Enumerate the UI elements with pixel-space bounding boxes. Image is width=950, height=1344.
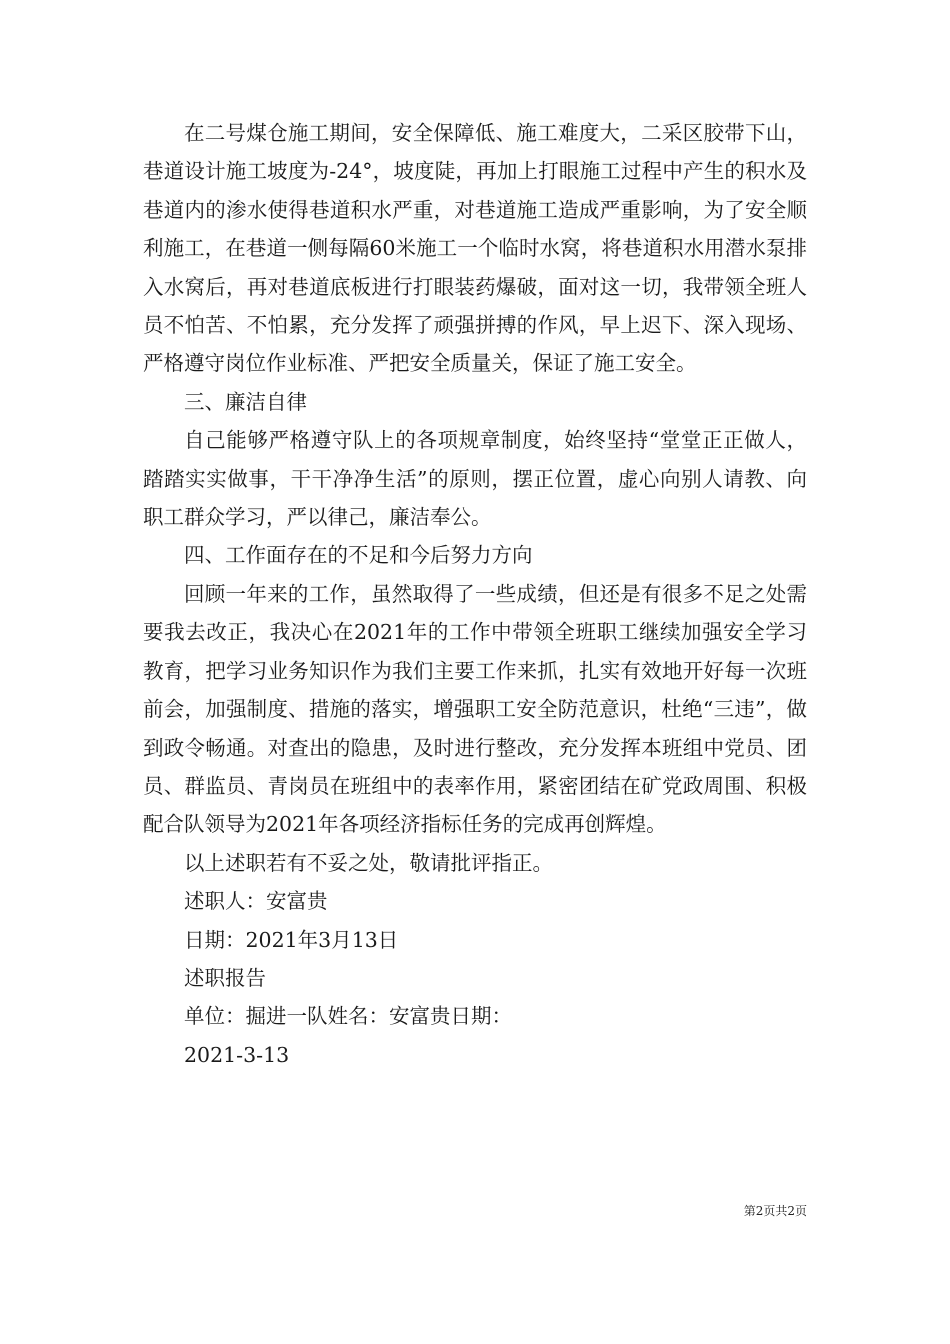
paragraph-coal-bunker-construction: 在二号煤仓施工期间，安全保障低、施工难度大，二采区胶带下山，巷道设计施工坡度为-24°，坡度陡，再加上打眼施工过程中产生的积水及巷道内的渗水使得巷道积水严重，对巷道施工造成严重影响，为了安全顺利施工，在巷道一侧每隔60米施工一个临时水窝，将巷道积水用潜水泵排入水窝后，再对巷道底板进行打眼装药爆破，面对这一切，我带领全班人员不怕苦、不怕累，充分发挥了顽强拼搏的作风，早上迟下、深入现场、严格遵守岗位作业标准、严把安全质量关，保证了施工安全。 (143, 121, 807, 376)
heading-shortcomings-and-direction: 四、工作面存在的不足和今后努力方向 (184, 543, 533, 568)
unit-name-date-line: 单位：掘进一队姓名：安富贵日期： (184, 1004, 512, 1029)
closing-remark: 以上述职若有不妥之处，敬请批评指正。 (184, 850, 553, 875)
report-title: 述职报告 (184, 965, 266, 990)
document-body (143, 114, 807, 1074)
page-number: 第2页共2页 (743, 1204, 807, 1218)
heading-integrity-self-discipline: 三、廉洁自律 (184, 389, 307, 414)
paragraph-review-and-plan: 回顾一年来的工作，虽然取得了一些成绩，但还是有很多不足之处需要我去改正，我决心在2021年的工作中带领全班职工继续加强安全学习教育，把学习业务知识作为我们主要工作来抓，扎实有效地开好每一次班前会，加强制度、措施的落实，增强职工安全防范意识，杜绝“三违”，做到政令畅通。对查出的隐患，及时进行整改，充分发挥本班组中党员、团员、群监员、青岗员在班组中的表率作用，紧密团结在矿党政周围、积极配合队领导为2021年各项经济指标任务的完成再创辉煌。 (143, 581, 807, 837)
paragraph-integrity: 自己能够严格遵守队上的各项规章制度，始终坚持“堂堂正正做人，踏踏实实做事，干干净净生活”的原则，摆正位置，虚心向别人请教、向职工群众学习，严以律己，廉洁奉公。 (143, 428, 807, 530)
report-date: 日期：2021年3月13日 (184, 927, 399, 952)
reporter-name: 述职人：安富贵 (184, 889, 328, 914)
report-date-numeric: 2021-3-13 (184, 1042, 290, 1067)
